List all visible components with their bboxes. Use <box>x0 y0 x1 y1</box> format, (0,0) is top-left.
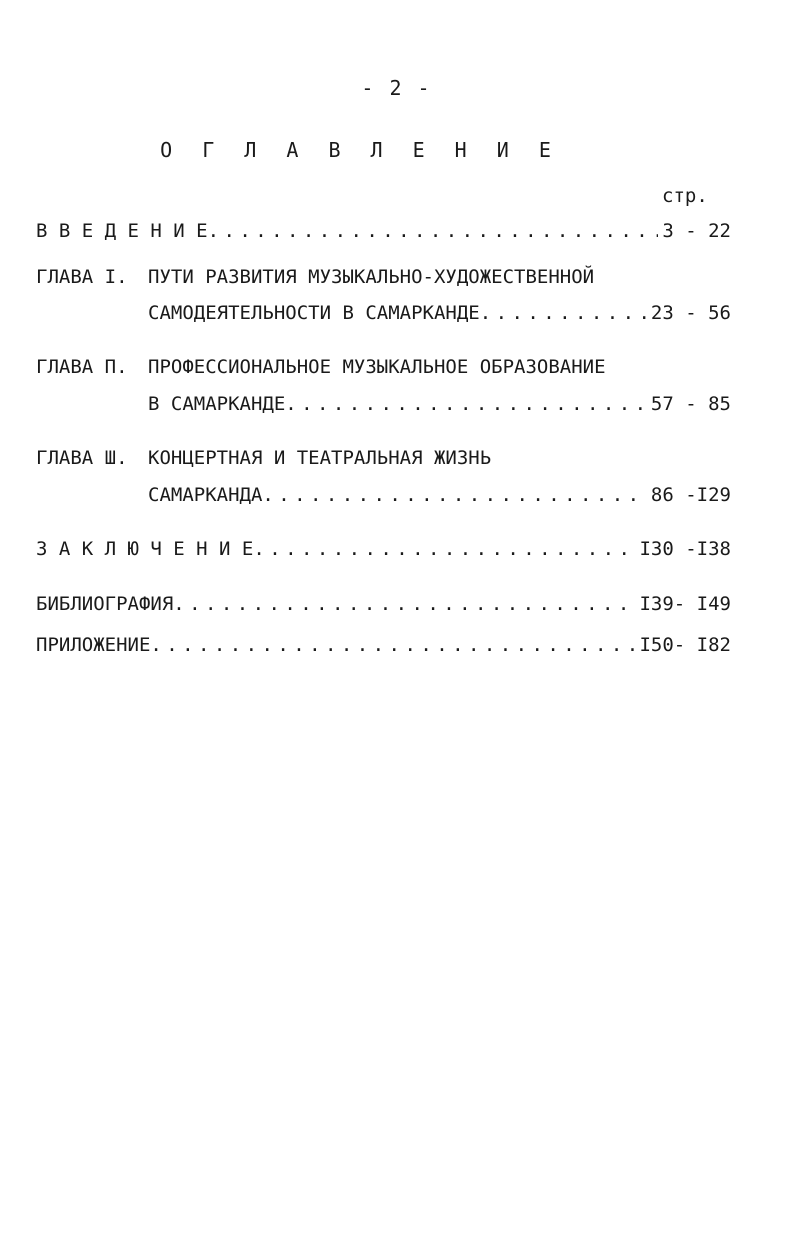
toc-entry-pages: I50- I82 <box>639 634 731 656</box>
leader-dots <box>208 220 659 242</box>
chapter-label: ГЛАВА Ш. <box>36 447 128 469</box>
toc-entry-pages: 86 -I29 <box>650 484 731 506</box>
chapter-label: ГЛАВА П. <box>36 356 128 378</box>
leader-dots <box>285 393 647 415</box>
toc-entry-appendix <box>36 634 731 660</box>
chapter-label: ГЛАВА I. <box>36 266 128 288</box>
toc-entry-chapter-1-line2 <box>36 302 731 328</box>
leader-dots <box>150 634 635 656</box>
leader-dots <box>173 593 635 615</box>
toc-entry-chapter-2-line2 <box>36 393 731 419</box>
toc-entry-title: ПРИЛОЖЕНИЕ <box>36 634 151 656</box>
toc-entry-pages: 3 - 22 <box>662 220 731 242</box>
toc-entry-chapter-1 <box>36 266 731 292</box>
toc-entry-chapter-3 <box>36 447 731 473</box>
leader-dots <box>480 302 647 324</box>
leader-dots <box>253 538 635 560</box>
page-title: О Г Л А В Л Е Н И Е <box>160 138 560 162</box>
toc-entry-bibliography <box>36 593 731 619</box>
chapter-title-line1: ПРОФЕССИОНАЛЬНОЕ МУЗЫКАЛЬНОЕ ОБРАЗОВАНИЕ <box>148 356 606 378</box>
toc-entry-chapter-3-line2 <box>36 484 731 510</box>
toc-entry-pages: I30 -I38 <box>639 538 731 560</box>
toc-entry-pages: 23 - 56 <box>650 302 731 324</box>
toc-entry-chapter-2 <box>36 356 731 382</box>
toc-entry-conclusion <box>36 538 731 564</box>
pages-column-label: стр. <box>662 185 708 207</box>
toc-entry-title: В В Е Д Е Н И Е <box>36 220 208 242</box>
page-number: - 2 - <box>361 76 432 100</box>
chapter-title-line1: ПУТИ РАЗВИТИЯ МУЗЫКАЛЬНО-ХУДОЖЕСТВЕННОЙ <box>148 266 595 288</box>
chapter-title-line2: В САМАРКАНДЕ <box>148 393 286 415</box>
chapter-title-line1: КОНЦЕРТНАЯ И ТЕАТРАЛЬНАЯ ЖИЗНЬ <box>148 447 492 469</box>
leader-dots <box>262 484 647 506</box>
chapter-title-line2: САМАРКАНДА <box>148 484 263 506</box>
toc-entry-introduction <box>36 220 731 246</box>
toc-entry-pages: I39- I49 <box>639 593 731 615</box>
toc-entry-title: З А К Л Ю Ч Е Н И Е <box>36 538 254 560</box>
toc-entry-title: БИБЛИОГРАФИЯ <box>36 593 174 615</box>
toc-entry-pages: 57 - 85 <box>650 393 731 415</box>
chapter-title-line2: САМОДЕЯТЕЛЬНОСТИ В САМАРКАНДЕ <box>148 302 480 324</box>
